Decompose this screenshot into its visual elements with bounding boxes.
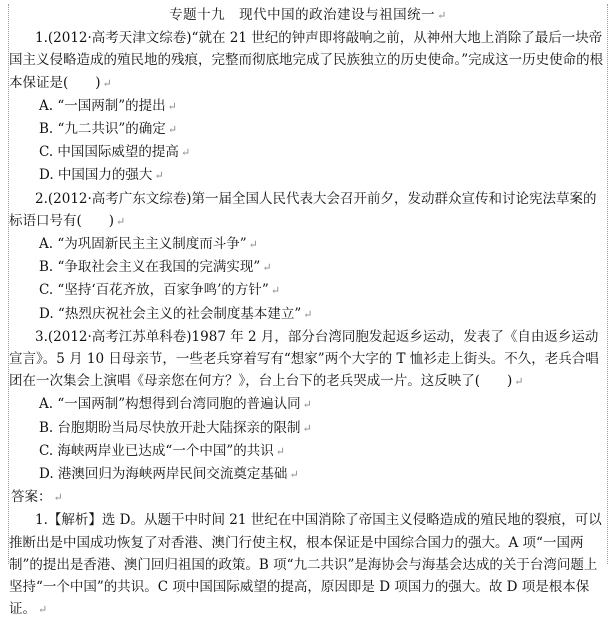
option-text: D. 港澳回归为海峡两岸民间交流奠定基础 — [39, 466, 288, 483]
question-1-option-d — [9, 164, 607, 187]
option-text: B. “九二共识”的确定 — [39, 121, 166, 138]
answer-heading — [9, 486, 607, 509]
question-3-option-c — [9, 440, 607, 463]
paragraph-mark-icon: ↵ — [302, 421, 312, 435]
question-2-option-d — [9, 303, 607, 326]
question-3-stem — [9, 326, 607, 394]
question-1-stem-text: 1.(2012·高考天津文综卷)“就在 21 世纪的钟声即将敲响之前，从神州大地上消除了最后一块帝国主义侵略造成的殖民地的残痕，完整而彻底地完成了民族独立的历史使命。”完成这一历史使命的根本保证是( ) — [9, 30, 604, 91]
paragraph-mark-icon: ↵ — [270, 284, 281, 298]
document-page — [8, 4, 608, 618]
option-text: A. “为巩固新民主主义制度而斗争” — [39, 236, 247, 253]
paragraph-mark-icon: ↵ — [262, 261, 272, 275]
question-3-option-d — [9, 463, 607, 486]
question-1-option-a — [9, 95, 607, 118]
option-text: A. “一国两制”的提出 — [39, 97, 166, 114]
option-text: B. 台胞期盼当局尽快放开赴大陆探亲的限制 — [39, 419, 301, 436]
paragraph-mark-icon: ↵ — [437, 9, 447, 22]
question-3-option-a — [9, 393, 607, 416]
answer-1-text: 1.【解析】选 D。从题干中时间 21 世纪在中国消除了帝国主义侵略造成的殖民地的裂痕，可以推断出是中国成功恢复了对香港、澳门行使主权，根本保证是中国综合国力的强大。A 项“一国两制”的提出是香港、澳门回归祖国的政策。B 项“九二共识”是海协会与海基会达成的关于台湾问题上坚持“一个中国”的共识。C 项中国国际威望的提高，原因即是 D 项国力的强大。故 D 项是根本保证。 — [9, 512, 602, 618]
paragraph-mark-icon: ↵ — [116, 214, 126, 228]
question-3-option-b — [9, 417, 607, 440]
paragraph-mark-icon: ↵ — [167, 123, 178, 137]
paragraph-mark-icon: ↵ — [180, 146, 191, 160]
question-1-stem — [9, 27, 607, 95]
option-text: D. “热烈庆祝社会主义的社会制度基本建立” — [39, 305, 302, 322]
answer-1-explanation — [9, 509, 607, 621]
paragraph-mark-icon: ↵ — [53, 491, 63, 505]
option-text: C. “坚持‘百花齐放，百家争鸣’的方针” — [39, 282, 269, 299]
paragraph-mark-icon: ↵ — [102, 76, 112, 90]
question-2-stem — [9, 188, 607, 233]
paragraph-mark-icon: ↵ — [303, 307, 313, 321]
question-3-stem-text: 3.(2012·高考江苏单科卷)1987 年 2 月，部分台湾同胞发起返乡运动，发表了《自由返乡运动宣言》。5 月 10 日母亲节，一些老兵穿着写有“想家”两个大字的 T 恤衫走上街头。不久，老兵合唱团在一次集会上演唱《母亲您在何方？》，台上台下的老兵哭成一片。这反映了( ) — [9, 328, 599, 390]
document-title — [9, 4, 607, 27]
paragraph-mark-icon: ↵ — [289, 468, 299, 482]
paragraph-mark-icon: ↵ — [275, 444, 285, 458]
question-2-option-c — [9, 279, 607, 302]
paragraph-mark-icon: ↵ — [167, 99, 177, 113]
question-2-option-a — [9, 233, 607, 256]
question-1-option-b — [9, 118, 607, 141]
title-text: 专题十九 现代中国的政治建设与祖国统一 — [169, 7, 436, 23]
paragraph-mark-icon: ↵ — [248, 238, 258, 252]
option-text: D. 中国国力的强大 — [39, 167, 153, 184]
paragraph-mark-icon: ↵ — [514, 375, 524, 389]
option-text: A. “一国两制”构想得到台湾同胞的普遍认同 — [39, 396, 301, 413]
paragraph-mark-icon: ↵ — [154, 169, 164, 183]
question-2-stem-text: 2.(2012·高考广东文综卷)第一届全国人民代表大会召开前夕，发动群众宣传和讨论宪法草案的标语口号有( ) — [9, 190, 597, 229]
option-text: C. 中国国际威望的提高 — [39, 144, 179, 161]
answer-heading-text: 答案： — [11, 489, 52, 506]
paragraph-mark-icon: ↵ — [38, 603, 48, 617]
question-1-option-c — [9, 141, 607, 164]
paragraph-mark-icon: ↵ — [302, 398, 312, 412]
option-text: B. “争取社会主义在我国的完满实现” — [39, 259, 261, 276]
option-text: C. 海峡两岸业已达成“一个中国”的共识 — [39, 442, 274, 459]
question-2-option-b — [9, 256, 607, 279]
